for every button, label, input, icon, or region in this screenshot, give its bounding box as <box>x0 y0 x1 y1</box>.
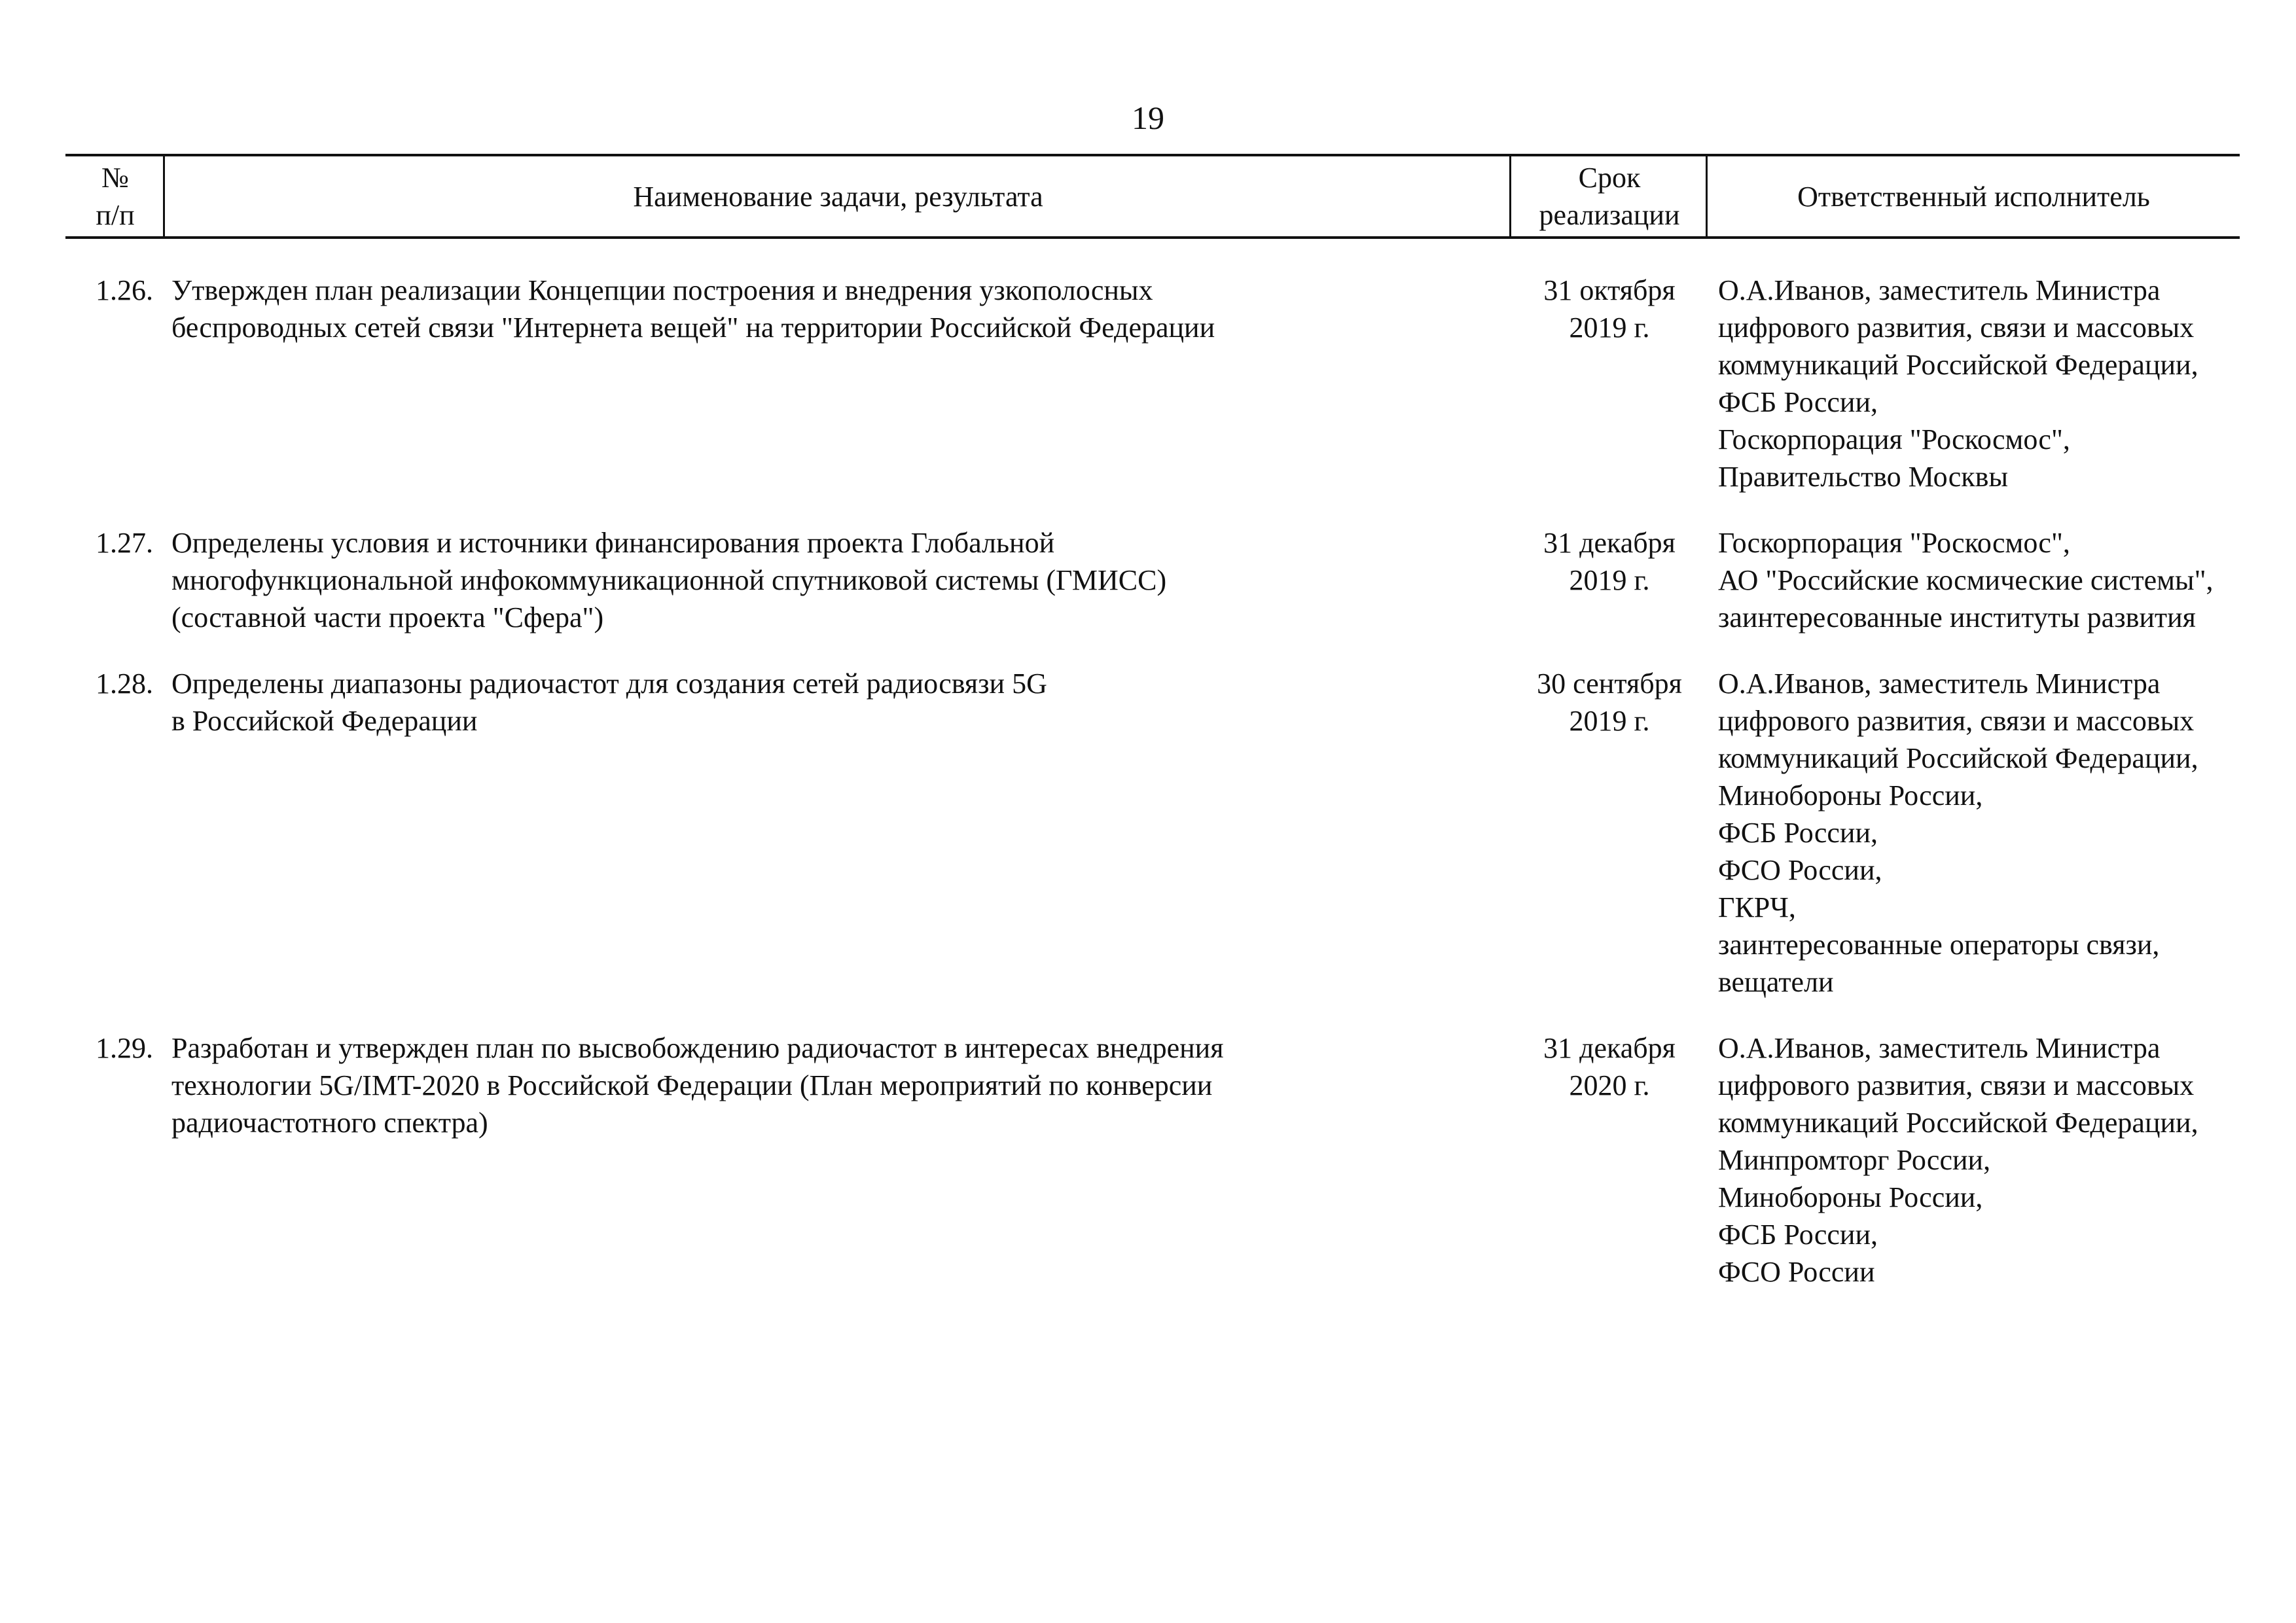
row-task: Разработан и утвержден план по высвобождению радиочастот в интересах внедрения технологии 5G/IMT-2020 в Российской Федерации (План мероприятий по конверсии радиочастотного спектра) <box>171 1032 1224 1139</box>
row-task: Определены диапазоны радиочастот для создания сетей радиосвязи 5G в Российской Федерации <box>171 668 1047 737</box>
row-deadline: 31 декабря 2019 г. <box>1543 527 1676 596</box>
header-deadline-label: Срок реализации <box>1539 162 1680 231</box>
table-row <box>65 524 2240 665</box>
header-deadline <box>1511 156 1708 236</box>
table-header <box>65 154 2240 239</box>
table-row <box>65 1029 2240 1319</box>
header-num <box>65 156 165 236</box>
header-num-label: № п/п <box>96 162 135 231</box>
row-number: 1.27. <box>96 527 153 559</box>
header-executor-label: Ответственный исполнитель <box>1797 180 2150 213</box>
row-deadline: 31 октября 2019 г. <box>1543 274 1676 344</box>
row-executor: О.А.Иванов, заместитель Министра цифрового развития, связи и массовых коммуникаций Российской Федерации, Минобороны России, ФСБ России, ФСО России, ГКРЧ, заинтересованные операторы связи, вещатели <box>1718 668 2198 998</box>
row-deadline: 30 сентября 2019 г. <box>1537 668 1682 737</box>
plan-table <box>65 154 2240 1288</box>
row-task: Определены условия и источники финансирования проекта Глобальной многофункциональной инфокоммуникационной спутниковой системы (ГМИСС) (составной части проекта "Сфера") <box>171 527 1167 633</box>
row-task: Утвержден план реализации Концепции построения и внедрения узкополосных беспроводных сетей связи "Интернета вещей" на территории Российской Федерации <box>171 274 1215 344</box>
row-executor: О.А.Иванов, заместитель Министра цифрового развития, связи и массовых коммуникаций Российской Федерации, ФСБ России, Госкорпорация "Роскосмос", Правительство Москвы <box>1718 274 2198 493</box>
row-executor: Госкорпорация "Роскосмос", АО "Российские космические системы", заинтересованные институты развития <box>1718 527 2214 633</box>
table-body <box>65 272 2240 1319</box>
row-number: 1.28. <box>96 668 153 700</box>
row-number: 1.26. <box>96 274 153 306</box>
row-number: 1.29. <box>96 1032 153 1064</box>
row-deadline: 31 декабря 2020 г. <box>1543 1032 1676 1101</box>
table-row <box>65 272 2240 524</box>
header-task-label: Наименование задачи, результата <box>633 180 1043 213</box>
table-row <box>65 665 2240 1029</box>
header-task <box>165 156 1511 236</box>
row-executor: О.А.Иванов, заместитель Министра цифрового развития, связи и массовых коммуникаций Российской Федерации, Минпромторг России, Минобороны России, ФСБ России, ФСО России <box>1718 1032 2198 1288</box>
header-executor <box>1708 156 2240 236</box>
page-number: 19 <box>1132 99 1164 136</box>
